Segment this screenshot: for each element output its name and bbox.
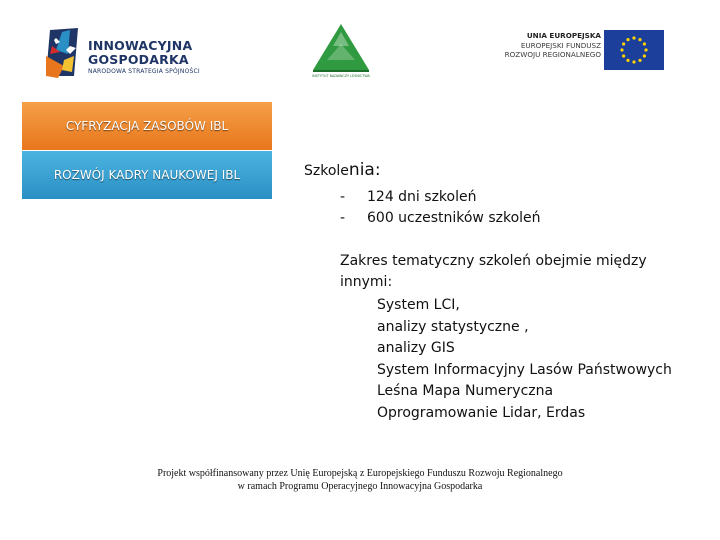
topic-item: System Informacyjny Lasów Państwowych xyxy=(377,361,672,378)
list-item xyxy=(340,189,476,205)
nav-cyfryzacja-zasobow-button[interactable] xyxy=(22,102,272,150)
topic-item: System LCI, xyxy=(377,297,460,313)
eu-flag-icon xyxy=(604,30,664,70)
ig-emblem-icon xyxy=(44,26,86,80)
innowacyjna-gospodarka-logo xyxy=(44,26,214,82)
trainings-heading: Szkolenia: xyxy=(304,160,381,180)
topics-intro: Zakres tematyczny szkoleń obejmie między innymi: xyxy=(340,253,647,290)
topic-item: analizy GIS xyxy=(377,340,455,356)
topic-item: Oprogramowanie Lidar, Erdas xyxy=(377,404,586,421)
ibl-logo xyxy=(309,22,373,78)
ig-logo-name: INNOWACYJNA GOSPODARKA xyxy=(88,38,193,67)
bullet-dash: - xyxy=(340,189,346,205)
ibl-tree-icon xyxy=(309,22,373,78)
topic-item: Leśna Mapa Numeryczna xyxy=(377,383,554,399)
bullet-text: 124 dni szkoleń xyxy=(367,189,477,205)
bullet-text: 600 uczestników szkoleń xyxy=(367,210,541,226)
topic-item: analizy statystyczne , xyxy=(377,318,529,335)
nav-rozwoj-kadry-button[interactable] xyxy=(22,151,272,199)
bullet-dash: - xyxy=(340,210,346,226)
ibl-logo-caption: INSTYTUT BADAWCZY LEŚNICTWA xyxy=(312,74,370,78)
footer-line: w ramach Programu Operacyjnego Innowacyjna Gospodarka xyxy=(237,480,483,492)
topics-list xyxy=(377,295,672,424)
eu-logo-text: UNIA EUROPEJSKA EUROPEJSKI FUNDUSZ ROZWOJU REGIONALNEGO xyxy=(504,31,601,59)
ig-logo-subtitle: NARODOWA STRATEGIA SPÓJNOŚCI xyxy=(88,68,200,75)
nav-cyfryzacja-label: CYFRYZACJA ZASOBÓW IBL xyxy=(65,119,229,133)
list-item xyxy=(340,210,541,226)
eu-logo xyxy=(495,30,695,70)
nav-rozwoj-label: ROZWÓJ KADRY NAUKOWEJ IBL xyxy=(53,168,241,182)
funding-footer xyxy=(0,468,720,493)
footer-line: Projekt współfinansowany przez Unię Europejską z Europejskiego Funduszu Rozwoju Regionalnego xyxy=(157,468,563,479)
